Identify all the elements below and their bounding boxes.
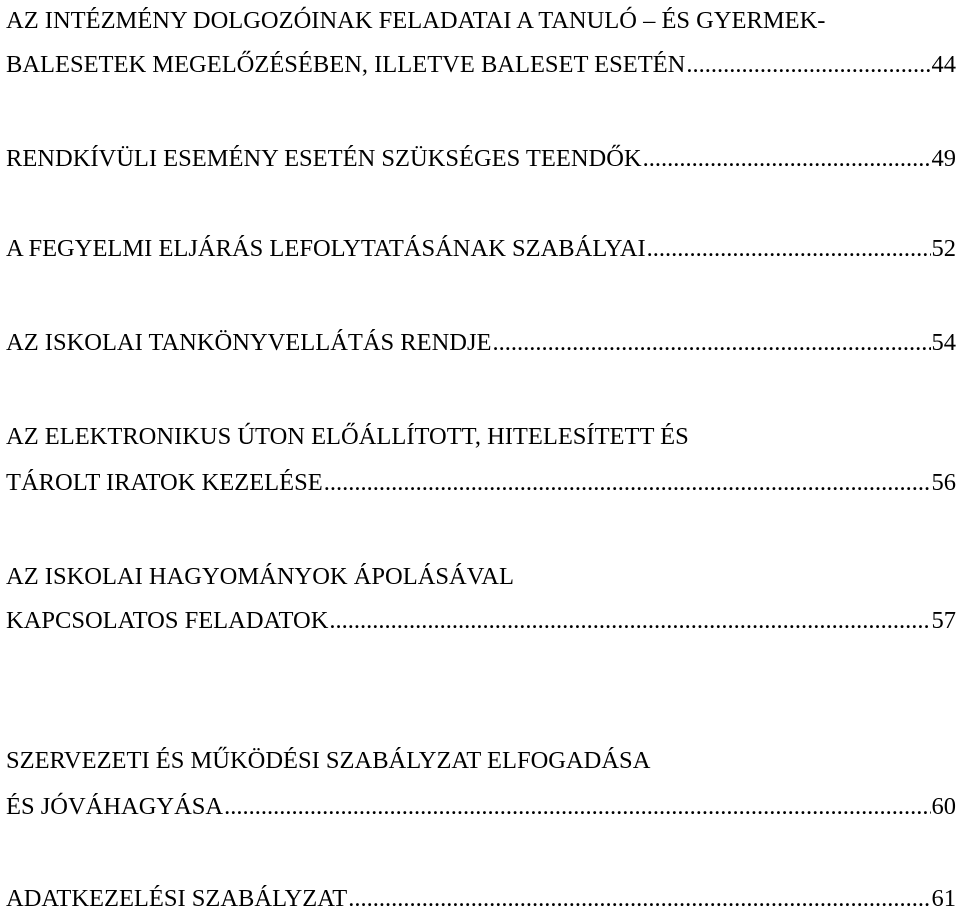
toc-leader-dots <box>643 144 931 174</box>
toc-entry-textbook-supply[interactable] <box>6 328 956 358</box>
toc-entry-school-traditions[interactable] <box>6 606 956 636</box>
toc-leader-dots <box>324 468 931 498</box>
toc-entry-title: AZ ISKOLAI HAGYOMÁNYOK ÁPOLÁSÁVAL <box>6 563 514 590</box>
toc-entry-data-handling[interactable] <box>6 884 956 914</box>
toc-leader-dots <box>224 792 930 822</box>
toc-page-number: 54 <box>931 329 956 356</box>
toc-entry-disciplinary-procedure[interactable] <box>6 234 956 264</box>
toc-page-number: 56 <box>931 469 956 496</box>
toc-leader-dots <box>329 606 930 636</box>
toc-entry-title-line <box>6 6 956 36</box>
toc-entry-title: ADATKEZELÉSI SZABÁLYZAT <box>6 885 348 912</box>
toc-entry-title-line <box>6 422 956 452</box>
toc-page-number: 44 <box>931 51 956 78</box>
toc-entry-workplace-accidents[interactable] <box>6 50 956 80</box>
toc-entry-title: AZ INTÉZMÉNY DOLGOZÓINAK FELADATAI A TANULÓ – ÉS GYERMEK- <box>6 7 826 34</box>
toc-entry-title: SZERVEZETI ÉS MŰKÖDÉSI SZABÁLYZAT ELFOGADÁSA <box>6 747 651 774</box>
toc-leader-dots <box>686 50 930 80</box>
toc-entry-title: ÉS JÓVÁHAGYÁSA <box>6 793 224 820</box>
toc-page-number: 61 <box>931 885 956 912</box>
toc-page-number: 57 <box>931 607 956 634</box>
toc-entry-title-line <box>6 746 956 776</box>
toc-entry-title: RENDKÍVÜLI ESEMÉNY ESETÉN SZÜKSÉGES TEENDŐK <box>6 145 642 172</box>
toc-page-number: 49 <box>931 145 956 172</box>
toc-entry-title: TÁROLT IRATOK KEZELÉSE <box>6 469 323 496</box>
toc-entry-title: KAPCSOLATOS FELADATOK <box>6 607 329 634</box>
toc-entry-rules-approval[interactable] <box>6 792 956 822</box>
toc-leader-dots <box>647 234 931 264</box>
toc-entry-title: A FEGYELMI ELJÁRÁS LEFOLYTATÁSÁNAK SZABÁLYAI <box>6 235 646 262</box>
toc-entry-emergency-tasks[interactable] <box>6 144 956 174</box>
toc-leader-dots <box>493 328 931 358</box>
toc-entry-title: AZ ISKOLAI TANKÖNYVELLÁTÁS RENDJE <box>6 329 492 356</box>
toc-entry-title: AZ ELEKTRONIKUS ÚTON ELŐÁLLÍTOTT, HITELESÍTETT ÉS <box>6 423 689 450</box>
toc-page-number: 52 <box>931 235 956 262</box>
toc-entry-electronic-documents[interactable] <box>6 468 956 498</box>
toc-entry-title-line <box>6 562 956 592</box>
toc-page-number: 60 <box>931 793 956 820</box>
toc-leader-dots <box>348 884 930 914</box>
toc-entry-title: BALESETEK MEGELŐZÉSÉBEN, ILLETVE BALESET ESETÉN <box>6 51 686 78</box>
